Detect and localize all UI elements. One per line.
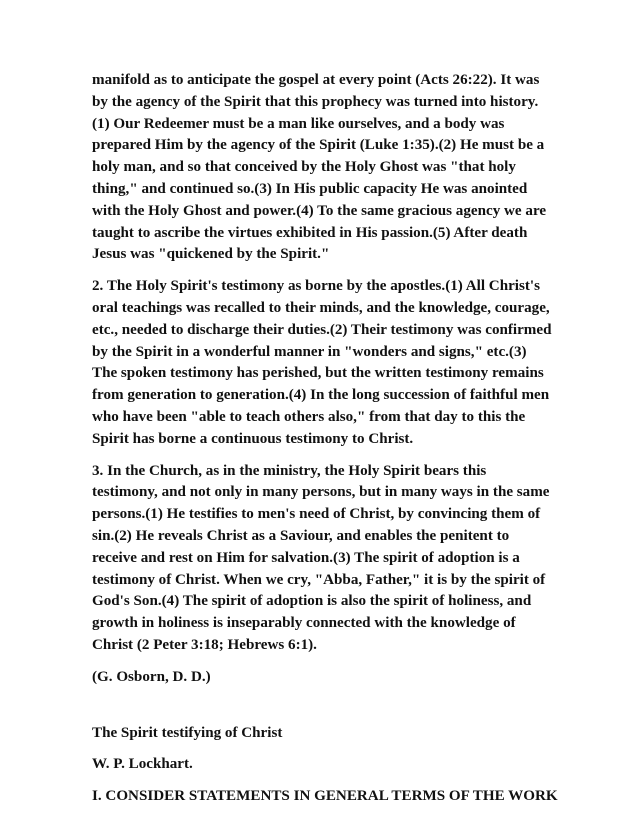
document-page xyxy=(92,70,558,818)
section-title: The Spirit testifying of Christ xyxy=(92,724,283,741)
attribution-osborn: (G. Osborn, D. D.) xyxy=(92,668,211,685)
section-heading: I. CONSIDER STATEMENTS IN GENERAL TERMS OF THE WORK xyxy=(92,788,558,805)
paragraph-church-testimony: 3. In the Church, as in the ministry, the Holy Spirit bears this testimony, and not only in many persons, but in many ways in the same persons.(1) He testifies to men's need of Christ, by convincing them of sin.(2) He reveals Christ as a Saviour, and enables the penitent to receive and rest on Him for salvation.(3) The spirit of adoption is a testimony of Christ. When we cry, "Abba, Father," it is by the spirit of God's Son.(4) The spirit of adoption is also the spirit of holiness, and growth in holiness is inseparably connected with the knowledge of Christ (2 Peter 3:18; Hebrews 6:1). xyxy=(92,462,550,653)
paragraph-manifold-prophecy: manifold as to anticipate the gospel at every point (Acts 26:22). It was by the agency of the Spirit that this prophecy was turned into history.(1) Our Redeemer must be a man like ourselves, and a body was prepared Him by the agency of the Spirit (Luke 1:35).(2) He must be a holy man, and so that conceived by the Holy Ghost was "that holy thing," and continued so.(3) In His public capacity He was anointed with the Holy Ghost and power.(4) To the same gracious agency we are taught to ascribe the virtues exhibited in His passion.(5) After death Jesus was "quickened by the Spirit." xyxy=(92,72,547,263)
paragraph-apostles-testimony: 2. The Holy Spirit's testimony as borne by the apostles.(1) All Christ's oral teachings was recalled to their minds, and the knowledge, courage, etc., needed to discharge their duties.(2) Their testimony was confirmed by the Spirit in a wonderful manner in "wonders and signs," etc.(3) The spoken testimony has perished, but the written testimony remains from generation to generation.(4) In the long succession of faithful men who have been "able to teach others also," from that day to this the Spirit has borne a continuous testimony to Christ. xyxy=(92,278,552,447)
section-author: W. P. Lockhart. xyxy=(92,756,193,773)
